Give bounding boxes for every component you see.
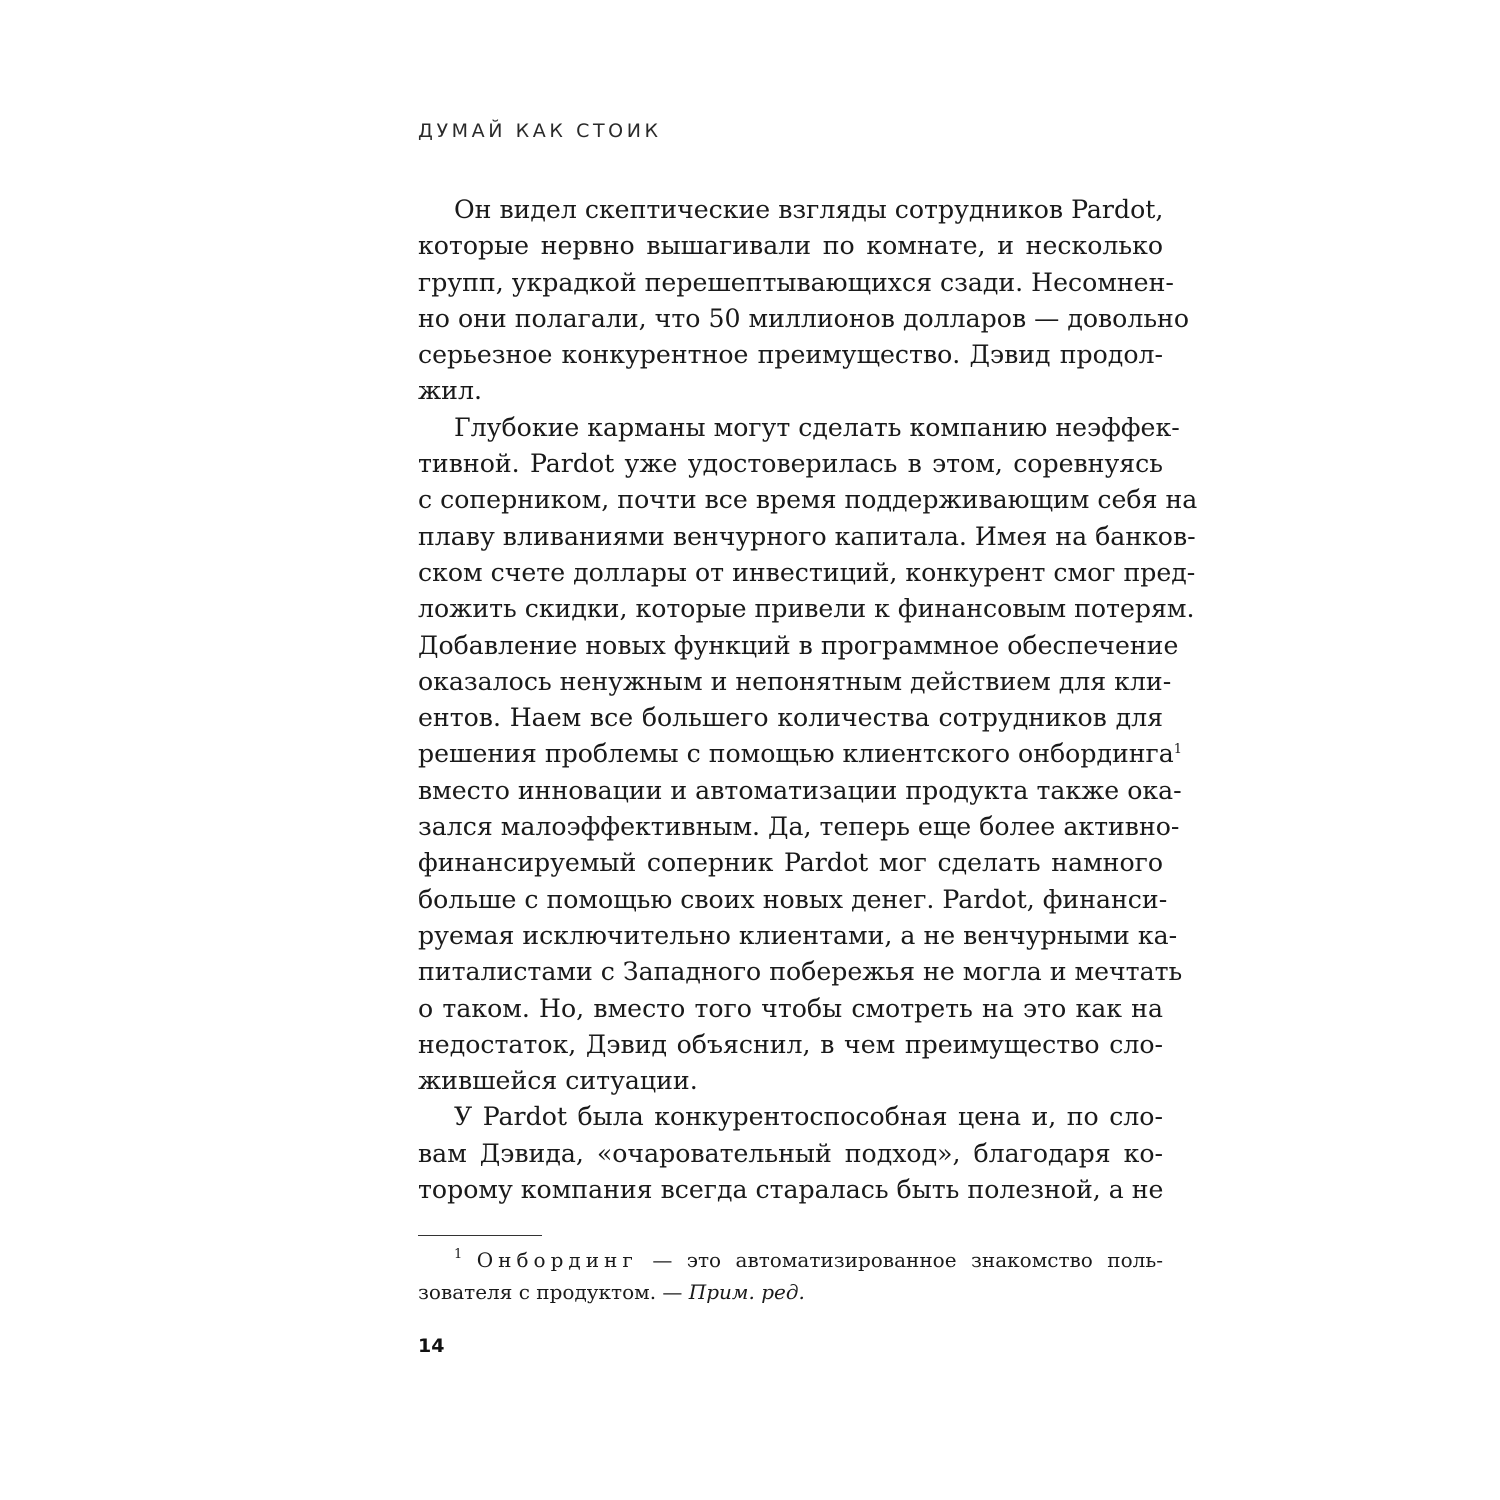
footnote-number: 1: [454, 1247, 463, 1262]
body-line-with-footnote-ref: [418, 736, 1183, 772]
body-line: Глубокие карманы могут сделать компанию неэффек-: [454, 412, 1180, 442]
body-line: руемая исключительно клиентами, а не венчурными ка-: [418, 920, 1178, 950]
footnote-ref-1: 1: [1173, 742, 1183, 758]
footnote-divider: [418, 1235, 542, 1236]
body-line: ентов. Наем все большего количества сотрудников для: [418, 703, 1163, 733]
body-line: ложить скидки, которые привели к финансовым потерям.: [418, 594, 1195, 624]
editor-note: Прим. ред.: [688, 1280, 805, 1304]
body-line: плаву вливаниями венчурного капитала. Имея на банков-: [418, 521, 1196, 551]
footnote-text: зователя с продуктом. —: [418, 1280, 689, 1304]
body-line: тивной. Pardot уже удостоверилась в этом, соревнуясь: [418, 449, 1163, 479]
running-head: ДУМАЙ КАК СТОИК: [418, 120, 662, 142]
body-text: [418, 192, 1198, 1208]
body-line: Добавление новых функций в программное обеспечение: [418, 630, 1179, 660]
footnote-line: [418, 1276, 1163, 1308]
body-line: питалистами с Западного побережья не могла и мечтать: [418, 957, 1183, 987]
page-number: 14: [418, 1335, 445, 1357]
body-line: Он видел скептические взгляды сотрудников Pardot,: [454, 195, 1164, 224]
body-line: вместо инновации и автоматизации продукта также ока-: [418, 775, 1182, 805]
body-line: недостаток, Дэвид объяснил, в чем преимущество сло-: [418, 1029, 1163, 1059]
body-line: У Pardot была конкурентоспособная цена и, по сло-: [454, 1102, 1163, 1132]
body-line: жил.: [418, 376, 482, 406]
body-line: торому компания всегда старалась быть полезной, а не: [418, 1175, 1164, 1205]
body-line: с соперником, почти все время поддерживающим себя на: [418, 485, 1198, 515]
body-line: групп, украдкой перешептывающихся сзади. Несомнен-: [418, 267, 1174, 297]
body-line: вам Дэвида, «очаровательный подход», благодаря ко-: [418, 1138, 1163, 1168]
body-line: жившейся ситуации.: [418, 1066, 698, 1096]
body-line-text: решения проблемы с помощью клиентского онбординга: [418, 739, 1174, 769]
body-line: о таком. Но, вместо того чтобы смотреть на это как на: [418, 993, 1163, 1023]
footnote-1: [418, 1244, 1163, 1308]
body-line: оказалось ненужным и непонятным действием для кли-: [418, 666, 1172, 696]
body-line: ском счете доллары от инвестиций, конкурент смог пред-: [418, 557, 1196, 587]
body-line: которые нервно вышагивали по комнате, и несколько: [418, 231, 1163, 261]
footnote-text: — это автоматизированное знакомство поль-: [637, 1248, 1164, 1272]
footnote-term: Онбординг: [476, 1248, 638, 1272]
body-line: зался малоэффективным. Да, теперь еще более активно-: [418, 812, 1180, 842]
body-line: но они полагали, что 50 миллионов долларов — довольно: [418, 303, 1190, 333]
footnote-line: [418, 1244, 1163, 1276]
body-line: больше с помощью своих новых денег. Pardot, финанси-: [418, 884, 1168, 914]
body-line: серьезное конкурентное преимущество. Дэвид продол-: [418, 340, 1163, 370]
body-line: финансируемый соперник Pardot мог сделать намного: [418, 848, 1163, 878]
